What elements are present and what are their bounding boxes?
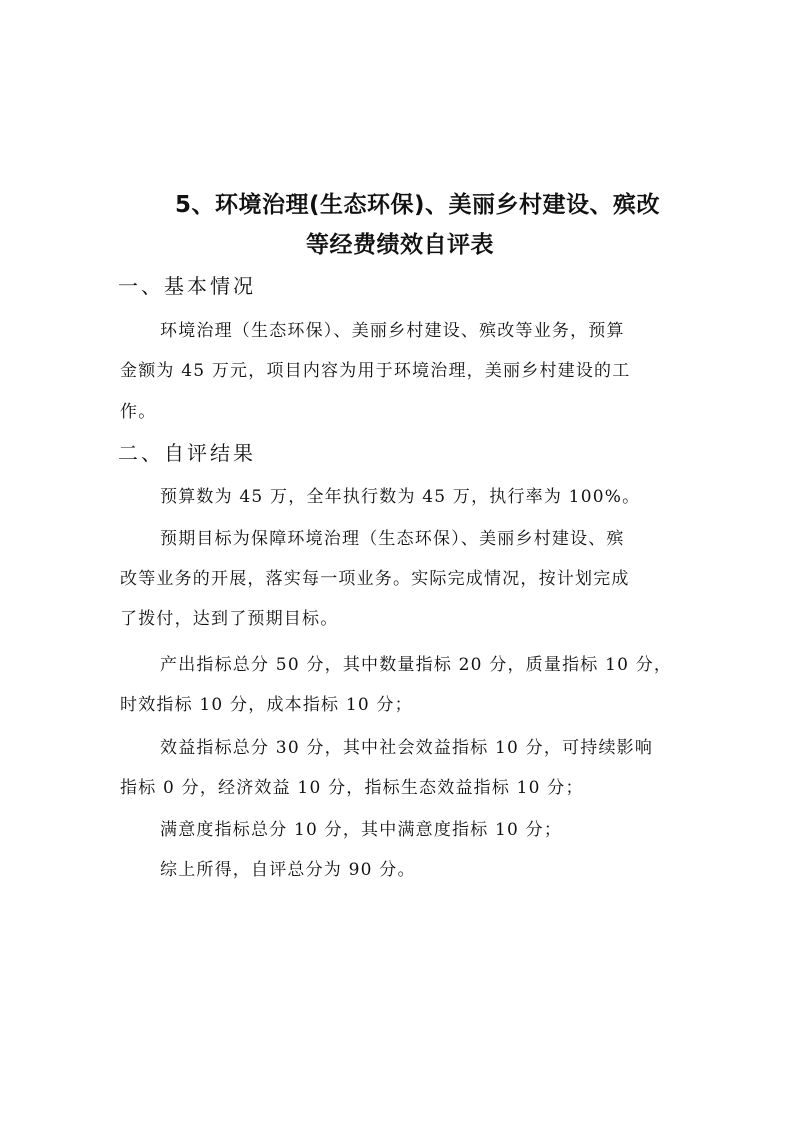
benefit-indicator-text-line: 指标 0 分，经济效益 10 分，指标生态效益指标 10 分； xyxy=(120,778,584,798)
target-text-line: 预期目标为保障环境治理（生态环保）、美丽乡村建设、殡 xyxy=(160,529,625,549)
section-heading-basic-info: 一、基本情况 xyxy=(118,274,256,298)
total-score-text: 综上所得，自评总分为 90 分。 xyxy=(160,860,416,880)
section-heading-self-evaluation: 二、自评结果 xyxy=(118,441,256,465)
basic-info-text-line: 金额为 45 万元，项目内容为用于环境治理，美丽乡村建设的工 xyxy=(120,361,631,381)
basic-info-text-line: 环境治理（生态环保）、美丽乡村建设、殡改等业务，预算 xyxy=(160,321,625,341)
basic-info-text-line: 作。 xyxy=(120,402,157,422)
target-text-line: 改等业务的开展，落实每一项业务。实际完成情况，按计划完成 xyxy=(120,569,630,589)
target-text-line: 了拨付，达到了预期目标。 xyxy=(120,609,339,629)
benefit-indicator-text-line: 效益指标总分 30 分，其中社会效益指标 10 分，可持续影响 xyxy=(160,738,654,758)
output-indicator-text-line: 时效指标 10 分，成本指标 10 分； xyxy=(120,695,413,715)
document-title-line-2: 等经费绩效自评表 xyxy=(306,232,494,258)
satisfaction-indicator-text: 满意度指标总分 10 分，其中满意度指标 10 分； xyxy=(160,820,563,840)
document-title-line-1: 5、环境治理(生态环保)、美丽乡村建设、殡改 xyxy=(175,192,661,218)
budget-execution-text: 预算数为 45 万，全年执行数为 45 万，执行率为 100%。 xyxy=(160,487,641,507)
output-indicator-text-line: 产出指标总分 50 分，其中数量指标 20 分，质量指标 10 分， xyxy=(160,655,673,675)
